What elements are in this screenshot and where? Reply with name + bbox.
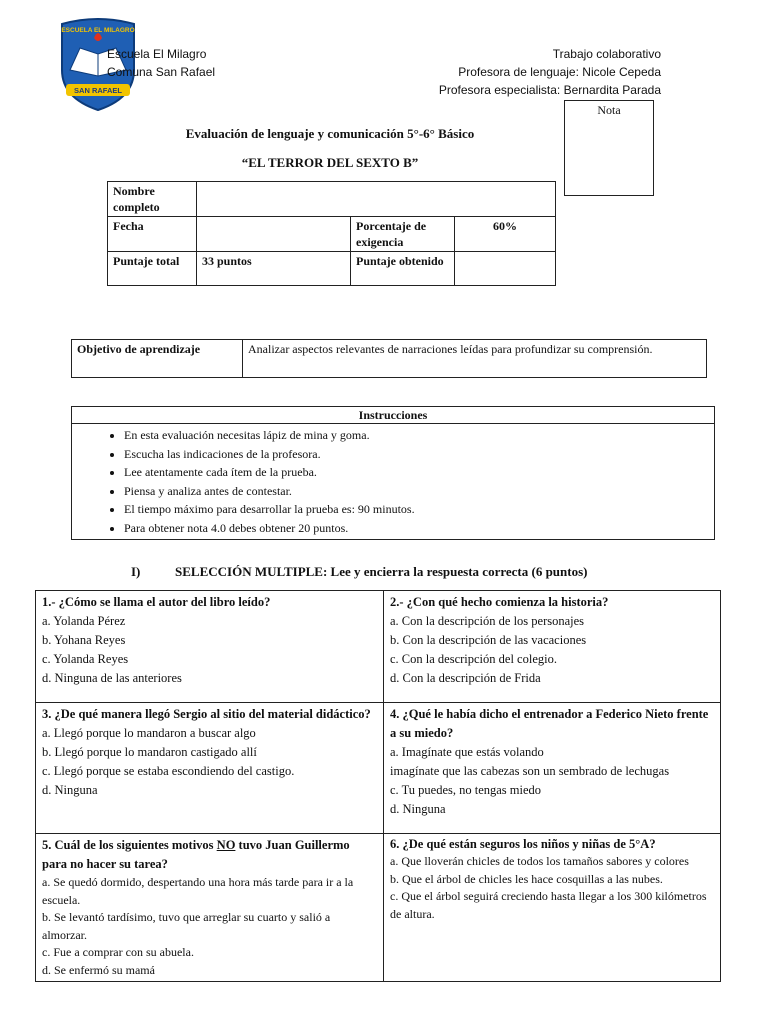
date-label: Fecha — [108, 217, 197, 252]
obtained-score-field[interactable] — [455, 252, 556, 286]
question-cell — [36, 834, 384, 982]
answer-option[interactable]: b. Se levantó tardísimo, tuvo que arreglar su cuarto y salió a almorzar. — [42, 910, 331, 942]
grade-box[interactable] — [564, 100, 654, 196]
objective-table — [71, 339, 707, 378]
answer-option[interactable]: imagínate que las cabezas son un sembrado de lechugas — [390, 764, 670, 778]
school-name: Escuela El Milagro — [107, 47, 207, 61]
student-info-table — [107, 181, 556, 286]
objective-label: Objetivo de aprendizaje — [72, 340, 243, 378]
answer-option[interactable]: c. Yolanda Reyes — [42, 652, 129, 666]
answer-option[interactable]: b. Llegó porque lo mandaron castigado allí — [42, 745, 257, 759]
instructions-list — [72, 426, 714, 537]
percentage-value: 60% — [455, 217, 556, 252]
section-title: SELECCIÓN MULTIPLE: Lee y encierra la respuesta correcta (6 puntos) — [175, 564, 588, 579]
logo-top-text: ESCUELA EL MILAGRO — [61, 27, 135, 34]
answer-option[interactable]: d. Se enfermó su mamá — [42, 962, 155, 977]
question-cell — [384, 703, 721, 834]
answer-option[interactable]: c. Fue a comprar con su abuela. — [42, 945, 194, 959]
specialist-name: Profesora especialista: Bernardita Parada — [438, 83, 661, 97]
logo-bottom-text: SAN RAFAEL — [74, 86, 122, 95]
question-cell — [384, 834, 721, 982]
answer-option[interactable]: c. Con la descripción del colegio. — [390, 652, 557, 666]
staff-info — [361, 45, 661, 99]
section-number: I) — [131, 564, 141, 579]
question-text: 2.- ¿Con qué hecho comienza la historia? — [390, 595, 609, 609]
question-cell — [36, 591, 384, 703]
question-cell — [36, 703, 384, 834]
total-score-value: 33 puntos — [197, 252, 351, 286]
instruction-item: • Para obtener nota 4.0 debes obtener 20 puntos. — [124, 519, 714, 538]
answer-option[interactable]: d. Ninguna — [390, 802, 446, 816]
question-text: 3. ¿De qué manera llegó Sergio al sitio del material didáctico? — [42, 707, 371, 721]
work-type: Trabajo colaborativo — [552, 47, 661, 61]
answer-option[interactable]: b. Yohana Reyes — [42, 633, 126, 647]
emphasis-no: NO — [216, 838, 236, 852]
answer-option[interactable]: d. Ninguna de las anteriores — [42, 671, 182, 685]
objective-text: Analizar aspectos relevantes de narraciones leídas para profundizar su comprensión. — [243, 340, 707, 378]
total-score-label: Puntaje total — [108, 252, 197, 286]
grade-label: Nota — [597, 103, 621, 117]
answer-option[interactable]: d. Ninguna — [42, 783, 98, 797]
question-text: 6. ¿De qué están seguros los niños y niñas de 5°A? — [390, 837, 656, 851]
question-text: 4. ¿Qué le había dicho el entrenador a Federico Nieto frente a su miedo? — [390, 707, 709, 740]
instructions-title: Instrucciones — [72, 407, 714, 424]
book-title: “EL TERROR DEL SEXTO B” — [241, 155, 419, 170]
commune-name: Comuna San Rafael — [107, 65, 216, 79]
name-label: Nombre completo — [108, 182, 197, 217]
question-text: 1.- ¿Cómo se llama el autor del libro leído? — [42, 595, 271, 609]
obtained-score-label: Puntaje obtenido — [351, 252, 455, 286]
answer-option[interactable]: b. Con la descripción de las vacaciones — [390, 633, 587, 647]
date-field[interactable] — [197, 217, 351, 252]
answer-option[interactable]: a. Que lloverán chicles de todos los tamaños sabores y colores — [390, 854, 689, 868]
answer-option[interactable]: d. Con la descripción de Frida — [390, 671, 541, 685]
question-text — [42, 836, 377, 874]
exam-title: Evaluación de lenguaje y comunicación 5°-6° Básico — [185, 126, 475, 141]
answer-option[interactable]: a. Llegó porque lo mandaron a buscar algo — [42, 726, 256, 740]
teacher-name: Profesora de lenguaje: Nicole Cepeda — [458, 65, 661, 79]
answer-option[interactable]: b. Que el árbol de chicles les hace cosquillas a las nubes. — [390, 871, 663, 886]
instruction-item: • Escucha las indicaciones de la profesora. — [124, 445, 714, 464]
answer-option[interactable]: c. Que el árbol seguirá creciendo hasta llegar a los 300 kilómetros de altura. — [390, 889, 707, 921]
question-text-part: 5. Cuál de los siguientes motivos — [42, 838, 217, 852]
instruction-item: • El tiempo máximo para desarrollar la prueba es: 90 minutos. — [124, 500, 714, 519]
answer-option[interactable]: a. Con la descripción de los personajes — [390, 614, 585, 628]
name-field[interactable] — [197, 182, 556, 217]
answer-option[interactable]: a. Imagínate que estás volando — [390, 745, 544, 759]
answer-option[interactable]: c. Llegó porque se estaba escondiendo del castigo. — [42, 764, 295, 778]
instruction-item: • Lee atentamente cada ítem de la prueba. — [124, 463, 714, 482]
answer-option[interactable]: c. Tu puedes, no tengas miedo — [390, 783, 542, 797]
percentage-label: Porcentaje de exigencia — [351, 217, 455, 252]
question-text-part: tuvo Juan Guillermo para no hacer su tarea? — [42, 838, 350, 871]
question-cell — [384, 591, 721, 703]
questions-table — [35, 590, 721, 982]
school-info — [107, 45, 215, 81]
instruction-item: • Piensa y analiza antes de contestar. — [124, 482, 714, 501]
answer-option[interactable]: a. Se quedó dormido, despertando una hora más tarde para ir a la escuela. — [42, 875, 354, 907]
instruction-item: • En esta evaluación necesitas lápiz de mina y goma. — [124, 426, 714, 445]
answer-option[interactable]: a. Yolanda Pérez — [42, 614, 126, 628]
instructions-box — [71, 406, 715, 540]
